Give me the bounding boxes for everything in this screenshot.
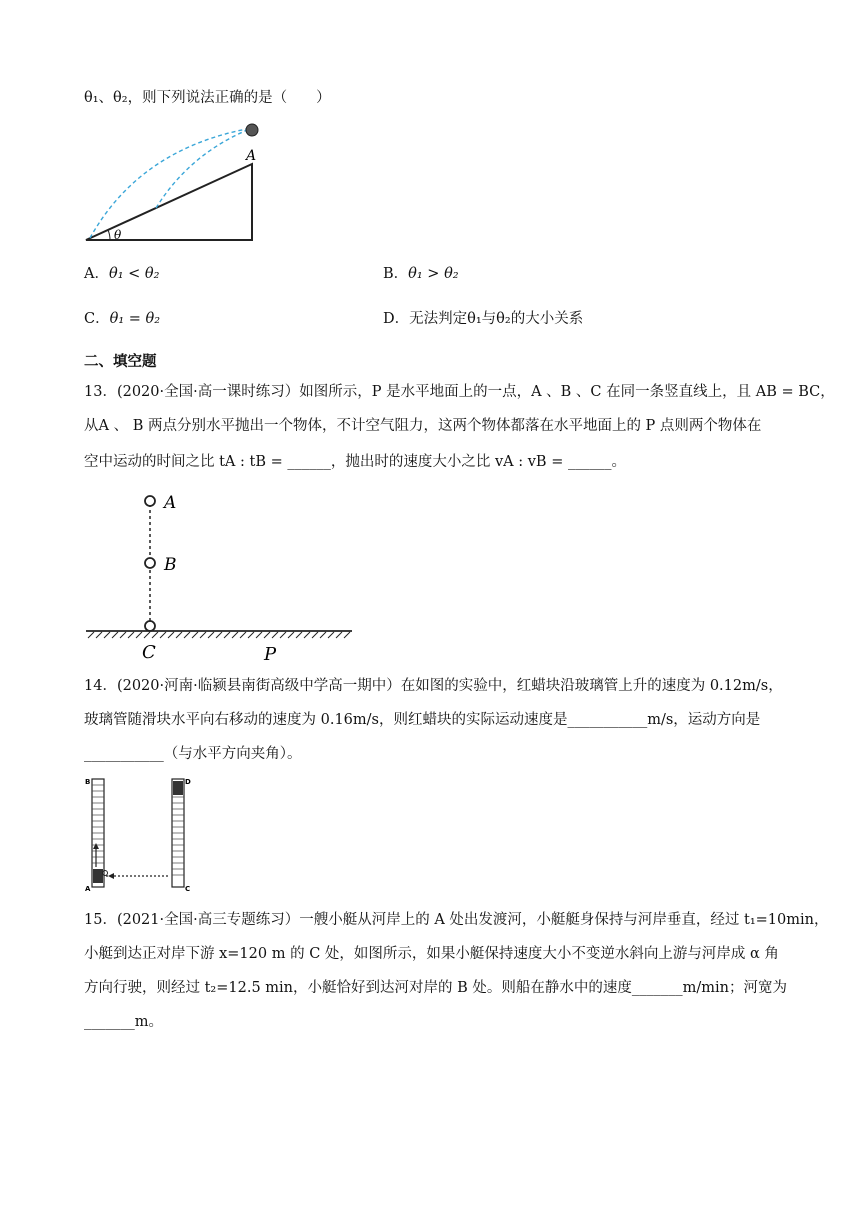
q13-line-2: 从A 、 B 两点分别水平抛出一个物体，不计空气阻力，这两个物体都落在水平地面上的 P 点则两个物体在 — [84, 418, 762, 434]
ball-A — [145, 496, 155, 506]
q15-line-4: _______m。 — [84, 1014, 163, 1030]
label-P: P — [264, 644, 277, 665]
ball-B — [145, 558, 155, 568]
tube-left — [92, 779, 104, 887]
option-B-expr: θ₁ > θ₂ — [408, 266, 459, 282]
option-A[interactable] — [84, 264, 159, 284]
section-title: 二、填空题 — [84, 354, 157, 370]
option-D[interactable] — [383, 309, 583, 329]
q13-line-3: 空中运动的时间之比 tA : tB = ______，抛出时的速度大小之比 vA : vB = ______。 — [84, 454, 626, 470]
option-C-expr: θ₁ = θ₂ — [109, 311, 161, 327]
q15-line-1: 15．(2021·全国·高三专题练习）一艘小艇从河岸上的 A 处出发渡河，小艇艇身保持与河岸垂直，经过 t₁=10min， — [84, 912, 829, 928]
option-A-expr: θ₁ < θ₂ — [108, 266, 160, 282]
option-B-key: B． — [383, 266, 409, 282]
q14-line-1: 14．(2020·河南·临颍县南街高级中学高一期中）在如图的实验中，红蜡块沿玻璃管上升的速度为 0.12m/s， — [84, 678, 783, 694]
label-A: A — [164, 493, 177, 513]
option-C-key: C． — [84, 311, 110, 327]
label-C: C — [185, 885, 191, 893]
ball — [246, 124, 258, 136]
option-A-key: A． — [84, 266, 109, 282]
q12-stem: θ₁、θ₂，则下列说法正确的是（ ） — [84, 90, 331, 106]
q15-line-3: 方向行驶，则经过 t₂=12.5 min，小艇恰好到达河对岸的 B 处。则船在静水中的速度_______m/min；河宽为 — [84, 980, 787, 996]
option-D-expr: 无法判定θ₁与θ₂的大小关系 — [409, 311, 584, 327]
angle-arc — [108, 230, 110, 240]
label-B: B — [85, 778, 91, 786]
incline-triangle — [86, 164, 252, 240]
ground-hatching — [88, 632, 350, 638]
label-theta: θ — [114, 228, 122, 242]
tube-right — [172, 779, 184, 887]
label-D: D — [185, 778, 191, 786]
q15-line-2: 小艇到达正对岸下游 x=120 m 的 C 处，如图所示，如果小艇保持速度大小不变逆水斜向上游与河岸成 α 角 — [84, 946, 779, 962]
label-A: A — [246, 148, 257, 164]
option-D-key: D． — [383, 311, 410, 327]
q14-tube-figure — [84, 775, 199, 895]
trajectory-2 — [156, 128, 252, 208]
label-B: B — [164, 555, 177, 575]
trajectory-1 — [90, 128, 252, 238]
label-C: C — [142, 642, 156, 663]
ball-C — [145, 621, 155, 631]
q13-vertical-figure — [84, 488, 359, 668]
q12-incline-figure — [80, 118, 280, 248]
q14-line-3: ___________（与水平方向夹角）。 — [84, 746, 302, 762]
wax-block-top — [173, 781, 183, 795]
q14-line-2: 玻璃管随滑块水平向右移动的速度为 0.16m/s，则红蜡块的实际运动速度是___________m/s，运动方向是 — [84, 712, 761, 728]
option-C[interactable] — [84, 309, 160, 329]
label-A: A — [85, 885, 91, 893]
wax-block — [93, 869, 103, 883]
option-B[interactable] — [383, 264, 459, 284]
q13-line-1: 13．(2020·全国·高一课时练习）如图所示，P 是水平地面上的一点，A 、B 、C 在同一条竖直线上，且 AB = BC， — [84, 384, 835, 400]
